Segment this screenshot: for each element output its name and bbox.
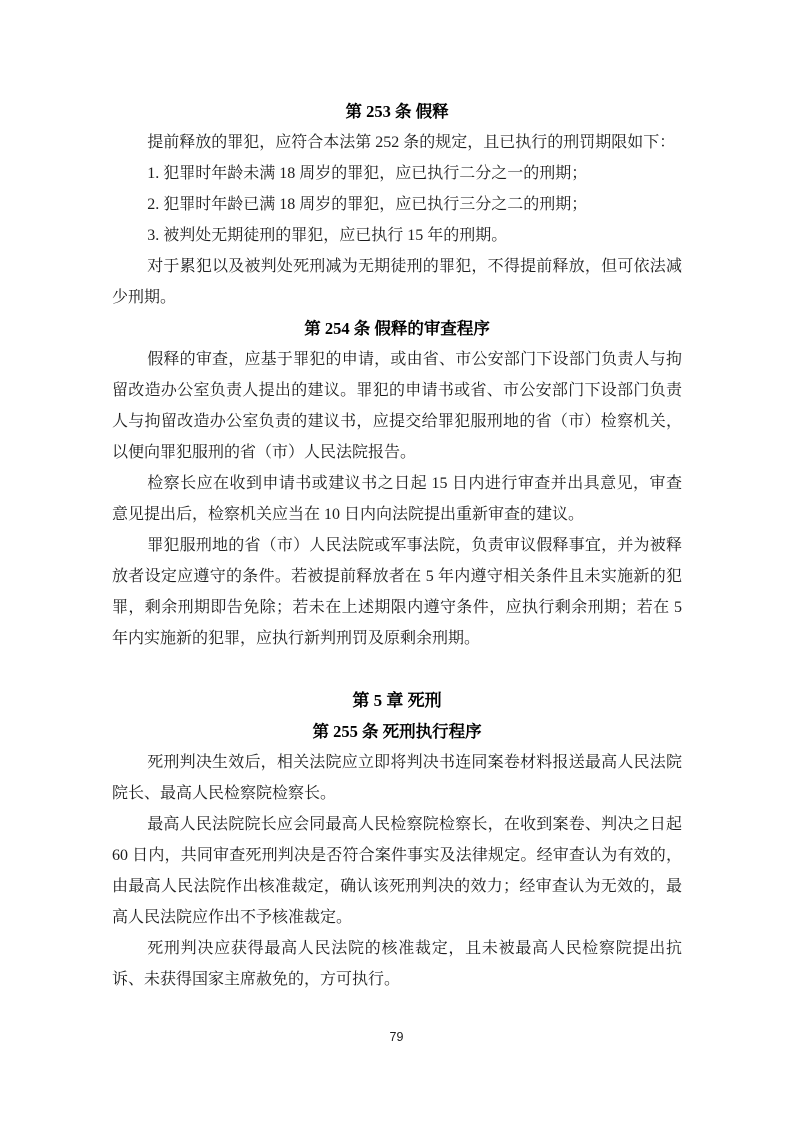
article-253-list-item-2: 2. 犯罪时年龄已满 18 周岁的罪犯，应已执行三分之二的刑期； bbox=[147, 196, 588, 213]
article-254-heading: 第 254 条 假释的审查程序 bbox=[304, 319, 490, 338]
article-255-paragraph-3: 死刑判决应获得最高人民法院的核准裁定，且未被最高人民检察院提出抗诉、未获得国家主席赦免的，方可执行。 bbox=[112, 940, 682, 988]
document-body bbox=[112, 96, 682, 995]
page-number: 79 bbox=[389, 1030, 404, 1044]
article-253-list-item-3: 3. 被判处无期徒刑的罪犯，应已执行 15 年的刑期。 bbox=[147, 227, 508, 244]
chapter-5-heading: 第 5 章 死刑 bbox=[352, 691, 442, 710]
article-254-paragraph-3: 罪犯服刑地的省（市）人民法院或军事法院，负责审议假释事宜，并为被释放者设定应遵守的条件。若被提前释放者在 5 年内遵守相关条件且未实施新的犯罪，剩余刑期即告免除；若未在上述期限内遵守条件，应执行剩余刑期；若在 5 年内实施新的犯罪，应执行新判刑罚及原剩余刑期。 bbox=[112, 537, 682, 647]
article-253-closing-paragraph: 对于累犯以及被判处死刑减为无期徒刑的罪犯，不得提前释放，但可依法减少刑期。 bbox=[112, 258, 682, 306]
article-255-heading: 第 255 条 死刑执行程序 bbox=[312, 722, 482, 741]
article-255-paragraph-1: 死刑判决生效后，相关法院应立即将判决书连同案卷材料报送最高人民法院院长、最高人民检察院检察长。 bbox=[112, 754, 682, 802]
article-253-list-item-1: 1. 犯罪时年龄未满 18 周岁的罪犯，应已执行二分之一的刑期； bbox=[147, 165, 588, 182]
article-255-paragraph-2: 最高人民法院院长应会同最高人民检察院检察长，在收到案卷、判决之日起 60 日内，共同审查死刑判决是否符合案件事实及法律规定。经审查认为有效的，由最高人民法院作出核准裁定，确认该死刑判决的效力；经审查认为无效的，最高人民法院应作出不予核准裁定。 bbox=[112, 816, 682, 926]
article-254-paragraph-2: 检察长应在收到申请书或建议书之日起 15 日内进行审查并出具意见，审查意见提出后，检察机关应当在 10 日内向法院提出重新审查的建议。 bbox=[112, 475, 682, 523]
article-253-heading: 第 253 条 假释 bbox=[345, 102, 449, 121]
article-253-intro-paragraph: 提前释放的罪犯，应符合本法第 252 条的规定，且已执行的刑罚期限如下： bbox=[147, 134, 676, 151]
article-254-paragraph-1: 假释的审查，应基于罪犯的申请，或由省、市公安部门下设部门负责人与拘留改造办公室负责人提出的建议。罪犯的申请书或省、市公安部门下设部门负责人与拘留改造办公室负责的建议书，应提交给罪犯服刑地的省（市）检察机关，以便向罪犯服刑的省（市）人民法院报告。 bbox=[112, 351, 682, 461]
page-footer bbox=[0, 1028, 793, 1046]
